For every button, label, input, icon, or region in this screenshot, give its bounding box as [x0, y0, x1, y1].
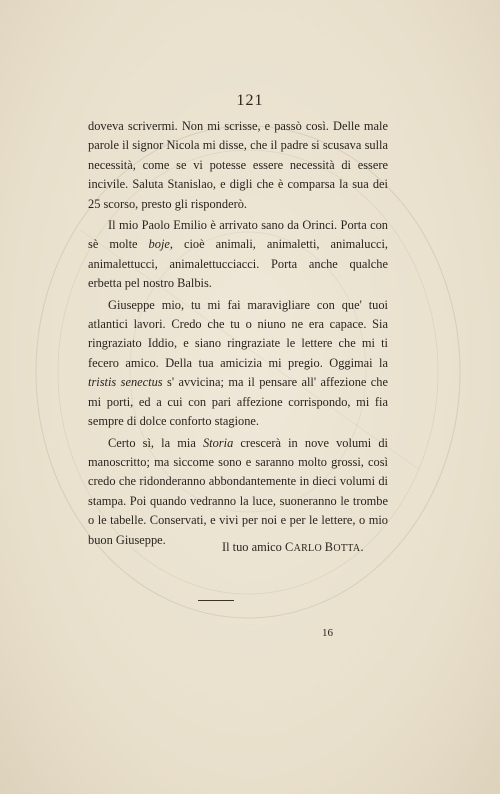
paragraph: [88, 296, 388, 432]
signature-mark: 16: [322, 627, 333, 639]
italic-text: tristis senectus: [88, 375, 163, 390]
paragraph: [88, 434, 388, 550]
paragraph: [88, 117, 388, 214]
page-number: 121: [236, 92, 264, 109]
italic-text: boje: [148, 237, 170, 252]
text-run: doveva scrivermi. Non mi scrisse, e passò così. Delle male parole il signor Nicola mi disse, che il padre si scusava sulla necessità, come se vi potesse essere necessità di essere incivile. Saluta Stanislao, e digli che è comparsa la sua dei 25 scorso, presto gli risponderò.: [88, 119, 388, 211]
text-run: s' avvicina; ma il pensare all' affezione che mi porti, ed a cui con pari affezione corrispondo, mi fia sempre di dolce conforto stagione.: [88, 375, 389, 429]
text-run: Certo sì, la mia: [108, 435, 203, 450]
signature-suffix: .: [360, 540, 364, 554]
letter-body: [88, 117, 388, 550]
closing-rule: [198, 600, 234, 601]
signature-line: [222, 540, 364, 555]
text-run: crescerà in nove volumi di manoscritto; ma siccome sono e saranno molto grossi, così credo che ridonderanno abbondantemente in dieci volumi di stampa. Poi quando vedranno la luce, suoneranno le trombe o le tabelle. Conservati, e vivi per noi e per le lettere, o mio buon Giuseppe.: [88, 435, 388, 547]
text-run: , cioè animali, animaletti, animalucci, animalettucci, animalettucciacci. Porta anche qualche erbetta pel nostro Balbis.: [88, 237, 388, 291]
text-run: Giuseppe mio, tu mi fai maravigliare con que' tuoi atlantici lavori. Credo che tu o niuno ne era capace. Sia ringraziato Iddio, e siano ringraziate le lettere che mi ti fecero amico. Della tua amicizia mi pregio. Oggimai la: [88, 297, 388, 370]
paragraph: [88, 216, 388, 294]
text-run: Il mio Paolo Emilio è arrivato sano da Orinci. Porta con sè molte: [88, 218, 388, 252]
signature-prefix: Il tuo amico: [222, 540, 285, 554]
italic-text: Storia: [202, 435, 234, 450]
signature-name: CARLO BOTTA: [284, 540, 361, 554]
